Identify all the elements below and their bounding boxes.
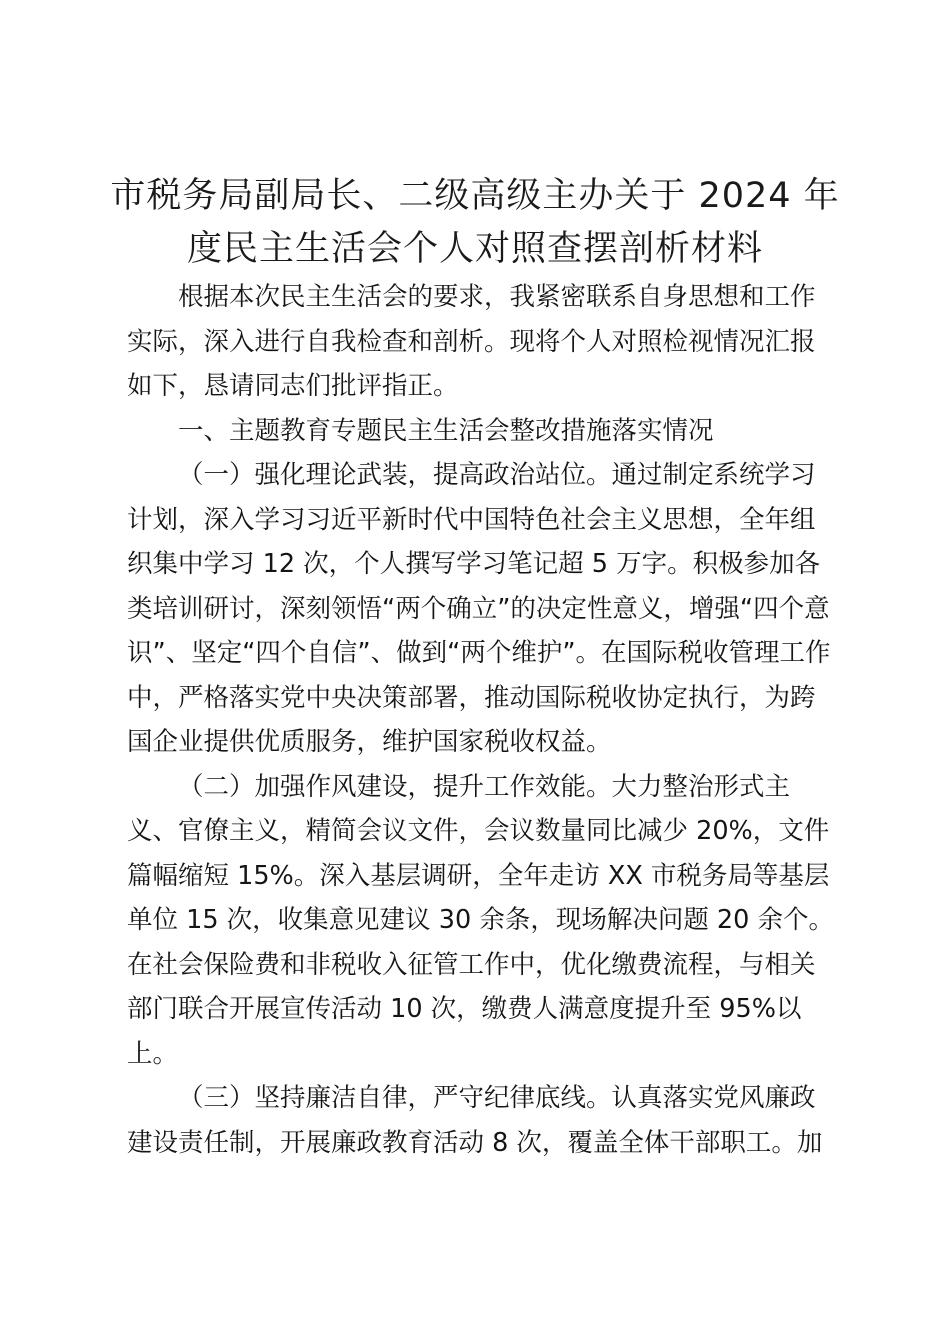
- paragraph-line: 建设责任制，开展廉政教育活动 8 次，覆盖全体干部职工。加: [127, 1127, 823, 1158]
- subsection-1-paragraph: [127, 453, 837, 765]
- title-line-1: 市税务局副局长、二级高级主办关于 2024 年: [110, 176, 840, 216]
- paragraph-line: 织集中学习 12 次，个人撰写学习笔记超 5 万字。积极参加各: [127, 549, 821, 579]
- paragraph-line: 上。: [127, 1038, 179, 1069]
- subsection-3-paragraph: [127, 1076, 837, 1165]
- paragraph-line: 部门联合开展宣传活动 10 次，缴费人满意度提升至 95%以: [127, 994, 802, 1024]
- paragraph-line: 义、官僚主义，精简会议文件，会议数量同比减少 20%，文件: [127, 816, 830, 846]
- paragraph-line: 识”、坚定“四个自信”、做到“两个维护”。在国际税收管理工作: [127, 638, 831, 668]
- document-body: [127, 275, 837, 1165]
- paragraph-line: （一）强化理论武装，提高政治站位。通过制定系统学习: [178, 460, 816, 490]
- section-heading-text: 一、主题教育专题民主生活会整改措施落实情况: [178, 415, 714, 446]
- paragraph-line: 单位 15 次，收集意见建议 30 余条，现场解决问题 20 余个。: [127, 905, 834, 935]
- paragraph-line: 计划，深入学习习近平新时代中国特色社会主义思想，全年组: [127, 504, 816, 535]
- paragraph-line: 中，严格落实党中央决策部署，推动国际税收协定执行，为跨: [127, 682, 816, 713]
- intro-paragraph: [127, 275, 837, 409]
- paragraph-line: （二）加强作风建设，提升工作效能。大力整治形式主: [178, 771, 791, 802]
- paragraph-line: 篇幅缩短 15%。深入基层调研，全年走访 XX 市税务局等基层: [127, 860, 830, 891]
- paragraph-line: 根据本次民主生活会的要求，我紧密联系自身思想和工作: [178, 282, 816, 312]
- title-line-2: 度民主生活会个人对照查摆剖析材料: [186, 229, 763, 269]
- paragraph-line: 类培训研讨，深刻领悟“两个确立”的决定性意义，增强“四个意: [127, 593, 830, 624]
- paragraph-line: 如下，恳请同志们批评指正。: [127, 371, 459, 401]
- paragraph-line: 国企业提供优质服务，维护国家税收权益。: [127, 727, 612, 757]
- subsection-2-paragraph: [127, 765, 837, 1077]
- paragraph-line: 在社会保险费和非税收入征管工作中，优化缴费流程，与相关: [127, 949, 816, 980]
- document-title: [110, 170, 840, 276]
- paragraph-line: （三）坚持廉洁自律，严守纪律底线。认真落实党风廉政: [178, 1083, 816, 1113]
- paragraph-line: 实际，深入进行自我检查和剖析。现将个人对照检视情况汇报: [127, 326, 816, 357]
- section-heading: [127, 409, 837, 454]
